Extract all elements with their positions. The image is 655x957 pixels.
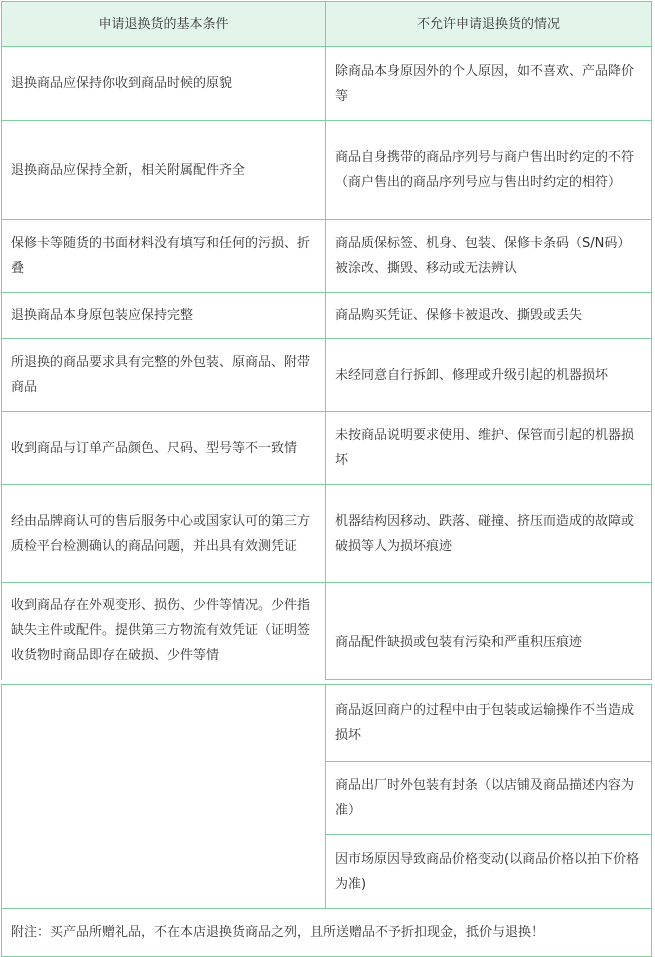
allowed-condition-cell: 收到商品与订单产品颜色、尺码、型号等不一致情: [2, 412, 326, 485]
disallowed-condition-cell: 未经同意自行拆卸、修理或升级引起的机器损坏: [326, 339, 652, 412]
table-row: [2, 412, 652, 485]
table-row: [2, 47, 652, 121]
table-row: [2, 485, 652, 583]
empty-cell: [2, 685, 326, 909]
disallowed-condition-cell: 商品出厂时外包装有封条（以店铺及商品描述内容为准）: [326, 762, 652, 835]
table-row: [2, 293, 652, 339]
return-conditions-table: [1, 1, 652, 680]
table-row: [2, 583, 652, 680]
disallowed-condition-cell: 机器结构因移动、跌落、碰撞、挤压而造成的故障或破损等人为损坏痕迹: [326, 485, 652, 583]
footnote: 附注：买产品所赠礼品，不在本店退换货商品之列，且所送赠品不予折扣现金，抵价与退换！: [2, 909, 652, 957]
header-disallowed-conditions: 不允许申请退换货的情况: [326, 2, 652, 47]
note-row: [2, 909, 652, 957]
allowed-condition-cell: 所退换的商品要求具有完整的外包装、原商品、附带商品: [2, 339, 326, 412]
disallowed-condition-cell: 未按商品说明要求使用、维护、保管而引起的机器损坏: [326, 412, 652, 485]
table-row: [2, 220, 652, 293]
table-row: [2, 121, 652, 220]
return-conditions-table-continued: [1, 684, 652, 957]
disallowed-condition-cell: 商品购买凭证、保修卡被退改、撕毁或丢失: [326, 293, 652, 339]
allowed-condition-cell: 经由品牌商认可的售后服务中心或国家认可的第三方质检平台检测确认的商品问题，并出具有效测凭证: [2, 485, 326, 583]
disallowed-condition-cell: 除商品本身原因外的个人原因，如不喜欢、产品降价等: [326, 47, 652, 121]
disallowed-condition-cell: 因市场原因导致商品价格变动(以商品价格以拍下价格为准): [326, 835, 652, 909]
disallowed-condition-cell: 商品质保标签、机身、包装、保修卡条码（S/N码）被涂改、撕毁、移动或无法辨认: [326, 220, 652, 293]
table-row: [2, 339, 652, 412]
allowed-condition-text: 收到商品存在外观变形、损伤、少件等情况。少件指缺失主件或配件。提供第三方物流有效凭证（证明签收货物时商品即存在破损、少件等情: [11, 598, 311, 663]
disallowed-condition-cell: 商品配件缺损或包装有污染和严重积压痕迹: [326, 583, 652, 680]
allowed-condition-cell: 保修卡等随货的书面材料没有填写和任何的污损、折叠: [2, 220, 326, 293]
table-header-row: [2, 2, 652, 47]
allowed-condition-cell: 退换商品应保持全新，相关附属配件齐全: [2, 121, 326, 220]
disallowed-condition-cell: 商品自身携带的商品序列号与商户售出时约定的不符（商户售出的商品序列号应与售出时约定的相符）: [326, 121, 652, 220]
disallowed-condition-cell: 商品返回商户的过程中由于包装或运输操作不当造成损坏: [326, 685, 652, 762]
allowed-condition-cell: 退换商品应保持你收到商品时候的原貌: [2, 47, 326, 121]
allowed-condition-cell: [2, 583, 326, 680]
header-allowed-conditions: 申请退换货的基本条件: [2, 2, 326, 47]
table-row: [2, 685, 652, 762]
allowed-condition-cell: 退换商品本身原包装应保持完整: [2, 293, 326, 339]
